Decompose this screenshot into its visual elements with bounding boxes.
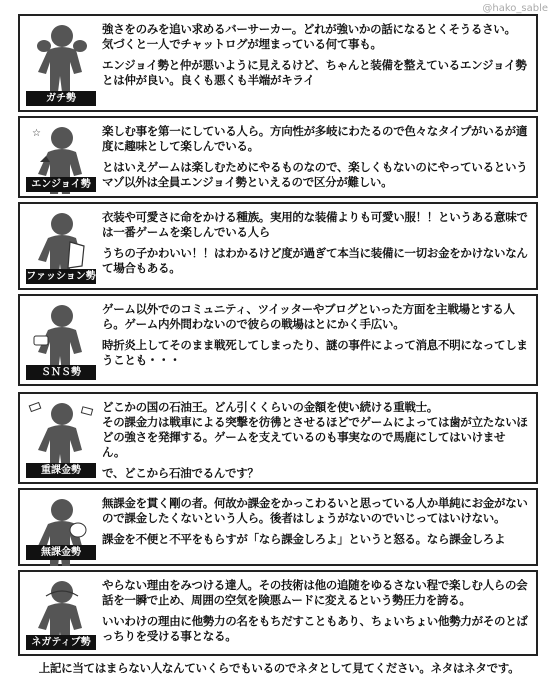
category-panel bbox=[18, 488, 538, 566]
footer-note: 上記に当てはまらない人なんていくらでもいるのでネタとして見てください。ネタはネタです。 bbox=[38, 661, 520, 675]
description-paragraph: 課金を不便と不平をもらすが「なら課金しろよ」というと怒る。なら課金しろよ bbox=[102, 532, 506, 546]
category-description bbox=[102, 124, 528, 196]
description-paragraph: 楽しむ事を第一にしている人ら。方向性が多岐にわたるので色々なタイプがいるが適度に趣味として楽しんでいる。 bbox=[102, 124, 528, 153]
description-paragraph: で、どこから石油でるんです？ bbox=[102, 466, 259, 480]
category-label: 重課金勢 bbox=[26, 463, 96, 478]
category-description bbox=[102, 302, 528, 374]
category-label: ガチ勢 bbox=[26, 91, 96, 106]
description-paragraph: ゲーム以外でのコミュニティ、ツイッターやブログといった方面を主戦場とする人ら。ゲーム内外問わないので彼らの戦場はとにかく手広い。 bbox=[102, 302, 515, 331]
category-panel bbox=[18, 202, 538, 290]
category-label: ネガティブ勢 bbox=[26, 635, 96, 650]
description-paragraph: 無課金を貫く剛の者。何故か課金をかっこわるいと思っている人か単純にお金がないので課金したくないという人ら。後者はしょうがないのでいじってはいけない。 bbox=[102, 496, 528, 525]
category-panel bbox=[18, 116, 538, 198]
description-paragraph: うちの子かわいい！！はわかるけど度が過ぎて本当に装備に一切お金をかけないなんて場合もある。 bbox=[102, 246, 528, 275]
muscle-figure-icon bbox=[26, 20, 98, 96]
category-description bbox=[102, 578, 528, 650]
category-description bbox=[102, 210, 528, 282]
description-paragraph: 衣装や可愛さに命をかける種族。実用的な装備よりも可愛い服！！というある意味では一番ゲームを楽しんでいる人ら bbox=[102, 210, 528, 239]
description-paragraph: 強さをのみを追い求めるバーサーカー。どれが強いかの話になるとくそうるさい。 気づくと一人でチャットログが埋まっている何て事も。 bbox=[102, 22, 516, 51]
svg-text:☆: ☆ bbox=[32, 128, 41, 139]
category-panel bbox=[18, 392, 538, 484]
description-paragraph: 時折炎上してそのまま戦死してしまったり、謎の事件によって消息不明になってしまうことも・・・ bbox=[102, 338, 528, 367]
category-panel bbox=[18, 570, 538, 656]
category-label: ファッション勢 bbox=[26, 271, 96, 282]
description-paragraph: いいわけの理由に他勢力の名をもちだすこともあり、ちょいちょい他勢力がそのとばっちりを受ける事となる。 bbox=[102, 614, 528, 643]
watermark: @hako_sable bbox=[482, 3, 548, 14]
description-paragraph: とはいえゲームは楽しむためにやるものなので、楽しくもないのにやっているというマゾ以外は全員エンジョイ勢といえるので区分が難しい。 bbox=[102, 160, 528, 189]
description-paragraph: どこかの国の石油王。どん引くくらいの金額を使い続ける重戦士。 その課金力は戦車による突撃を彷彿とさせるほどでゲームによっては歯が立たないほどの強さを発揮する。ゲームを支えているのも事実なので馬鹿にしてはいけません。 bbox=[102, 400, 528, 459]
category-label: ＳＮＳ勢 bbox=[26, 365, 96, 380]
category-panel bbox=[18, 294, 538, 386]
category-description bbox=[102, 496, 528, 553]
description-paragraph: やらない理由をみつける達人。その技術は他の追随をゆるさない程で楽しむ人らの会話を一瞬で止め、周囲の空気を険悪ムードに変えるという勢圧力を誇る。 bbox=[102, 578, 528, 607]
category-description bbox=[102, 22, 528, 94]
category-label: エンジョイ勢 bbox=[26, 177, 96, 192]
description-paragraph: エンジョイ勢と仲が悪いように見えるけど、ちゃんと装備を整えているエンジョイ勢とは仲が良い。良くも悪くも半端がキライ bbox=[102, 58, 527, 87]
category-label: 無課金勢 bbox=[26, 545, 96, 560]
category-panel bbox=[18, 14, 538, 112]
category-description bbox=[102, 400, 528, 487]
